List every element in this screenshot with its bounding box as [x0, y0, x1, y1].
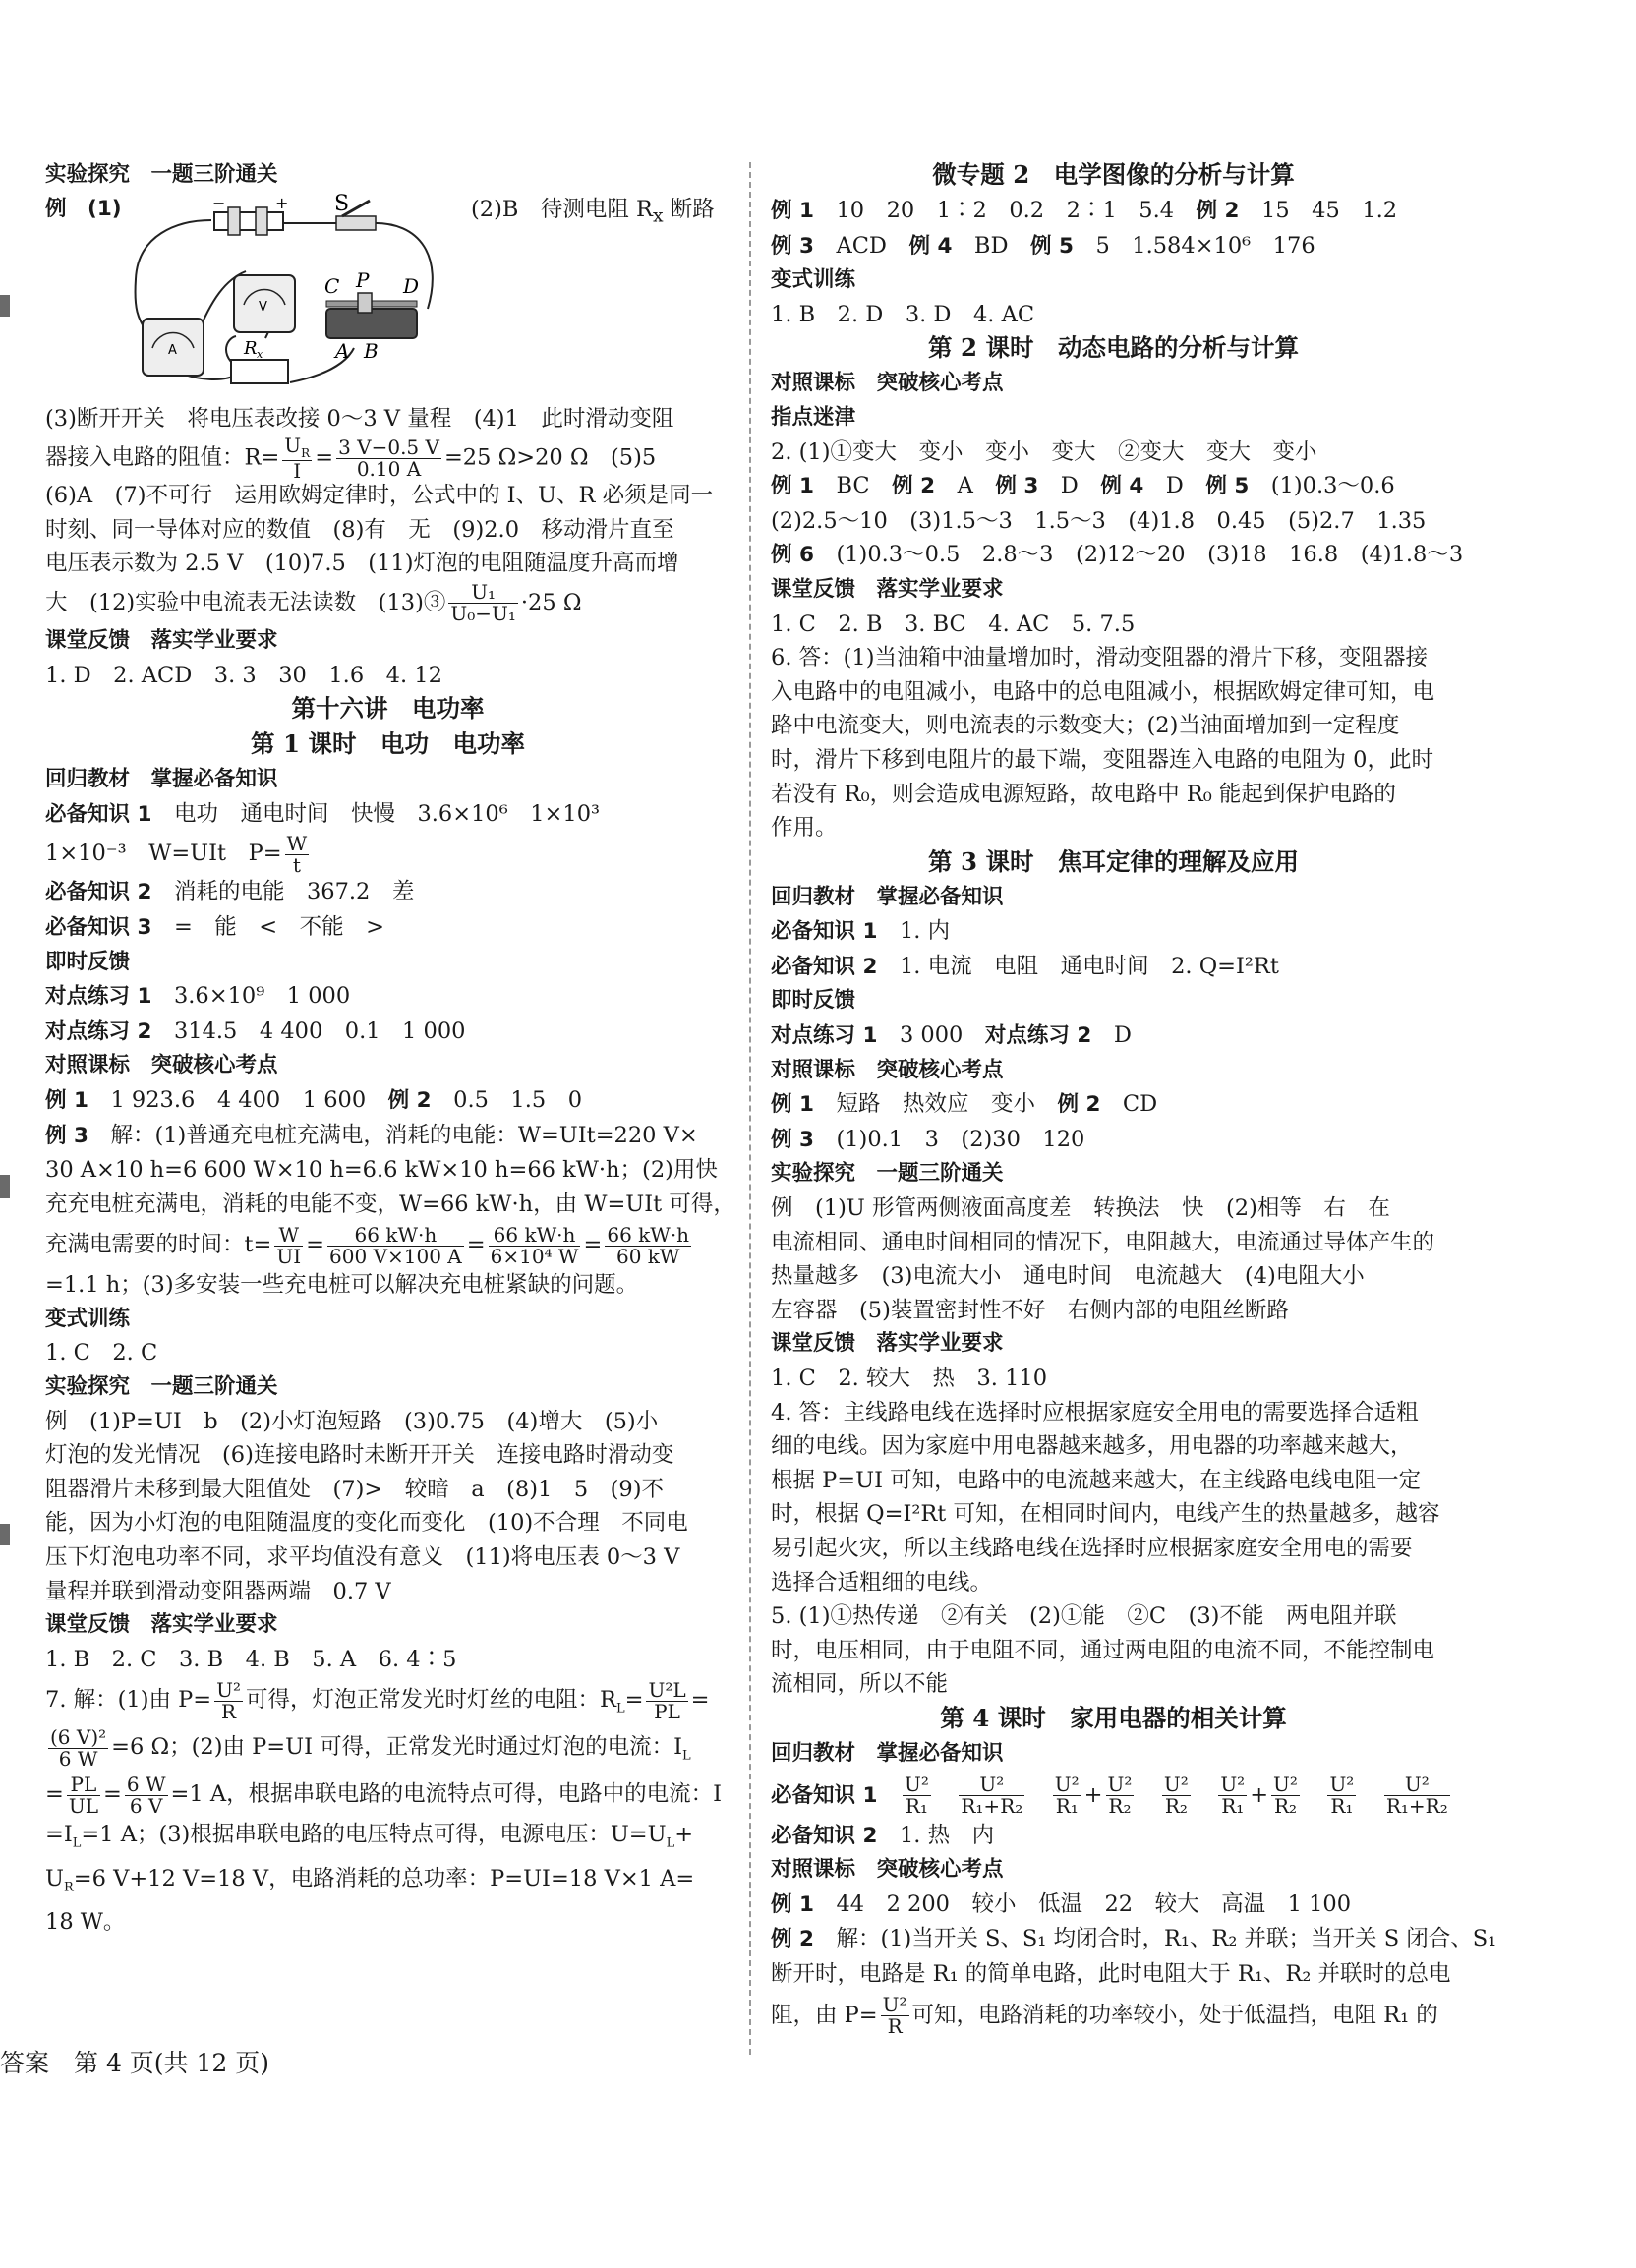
text-line: =1.1 h；(3)多安装一些充电桩可以解决充电桩紧缺的问题。: [45, 1272, 639, 1299]
text-line: 根据 P=UI 可知，电路中的电流越来越大，在主线路电线电阻一定: [771, 1467, 1422, 1493]
text-line: 左容器 (5)装置密封性不好 右侧内部的电阻丝断路: [771, 1297, 1289, 1323]
text-line: $U_R=6$ V+12 V=18 V，电路消耗的总功率：P=UI=18 V×1 A=: [45, 1865, 695, 1894]
formula-line: 7. 解：(1)由 P= $\frac{\text{U²}}{R}$ 可得，灯泡正常发光时灯丝的电阻：$R_L=$ $\frac{\text{U²L}}{PL}$ =: [45, 1677, 710, 1723]
knowledge-line: 必备知识 2 1. 热 内: [771, 1822, 995, 1848]
svg-text:D: D: [403, 273, 420, 298]
answer-line: 1. C 2. C: [45, 1340, 158, 1367]
text-line: 时，滑片下移到电阻片的最下端，变阻器连入电路的电阻为 0，此时: [771, 746, 1433, 773]
formula-line: = $\frac{PL}{UL}$ = $\frac{6 W}{6 V}$ =1 A，根据串联电路的电流特点可得，电路中的电流：I: [45, 1772, 722, 1818]
binding-edge-mark: [0, 1175, 10, 1198]
text-line: (2)2.5～10 (3)1.5～3 1.5～3 (4)1.8 0.45 (5)2.7 1.35: [771, 507, 1427, 534]
text-line: 灯泡的发光情况 (6)连接电路时未断开开关 连接电路时滑动变: [45, 1442, 674, 1469]
knowledge-line: 必备知识 1 电功 通电时间 快慢 3.6×10⁶ 1×10³: [45, 800, 601, 827]
svg-text:A: A: [335, 338, 350, 363]
section-heading: 课堂反馈 落实学业要求: [771, 1331, 1004, 1357]
example-line: 例 2 解：(1)当开关 S、S₁ 均闭合时，R₁、R₂ 并联；当开关 S 闭合、S₁: [771, 1926, 1497, 1952]
example-line: 例 1 44 2 200 较小 低温 22 较大 高温 1 100: [771, 1890, 1352, 1917]
section-heading: 回归教材 掌握必备知识: [771, 1740, 1004, 1766]
lesson-title: 第 1 课时 电功 电功率: [250, 729, 526, 759]
formula-line: 充满电需要的时间：t= $\frac{W}{UI}$ = $\frac{66 kW\cdot h}{600 V\times 100 A}$ = $\frac{66 kW\cdot h}{\text{6×10⁴ W}}$ = $\frac{66 kW\cdot h}{60 kW}$: [45, 1222, 690, 1268]
svg-text:R: R: [244, 337, 258, 359]
text-line: 电流相同、通电时间相同的情况下，电阻越大，电流通过导体产生的: [771, 1229, 1435, 1255]
svg-text:A: A: [168, 342, 177, 358]
text-line: 4. 答：主线路电线在选择时应根据家庭安全用电的需要选择合适粗: [771, 1399, 1419, 1425]
svg-text:B: B: [364, 338, 379, 363]
svg-text:P: P: [356, 267, 370, 292]
text-line: 6. 答：(1)当油箱中油量增加时，滑动变阻器的滑片下移，变阻器接: [771, 645, 1428, 671]
formula-line: 器接入电路的阻值：R= $\frac{U_R}{I}$ = $\frac{3 V-0.5 V}{0.10 A}$ =25 Ω>20 Ω (5)5: [45, 434, 657, 483]
section-heading: 课堂反馈 落实学业要求: [45, 627, 278, 653]
lesson-title: 第 4 课时 家用电器的相关计算: [940, 1703, 1287, 1732]
practice-line: 对点练习 2 314.5 4 400 0.1 1 000: [45, 1018, 466, 1044]
text-line: 2. (1)①变大 变小 变小 变大 ②变大 变大 变小: [771, 438, 1317, 465]
text-line: 电压表示数为 2.5 V (10)7.5 (11)灯泡的电阻随温度升高而增: [45, 551, 679, 577]
answer-line: 1. C 2. B 3. BC 4. AC 5. 7.5: [771, 611, 1136, 637]
text-line: 入电路中的电阻减小，电路中的总电阻减小，根据欧姆定律可知，电: [771, 678, 1435, 705]
text-line: 作用。: [771, 815, 838, 842]
page-footer: 答案 第 4 页(共 12 页): [0, 2049, 270, 2077]
knowledge-line: 必备知识 2 消耗的电能 367.2 差: [45, 879, 415, 905]
binding-edge-mark: [0, 295, 10, 317]
answer-text: (2)B 待测电阻 $R_x$ 断路: [471, 196, 715, 227]
circuit-diagram: [118, 191, 472, 402]
formula-line: 阻，由 P= $\frac{\text{U²}}{R}$ 可知，电路消耗的功率较小，处于低温挡，电阻 R₁ 的: [771, 1993, 1438, 2038]
resistor-icon: [231, 360, 288, 383]
text-line: 断开时，电路是 R₁ 的简单电路，此时电阻大于 R₁、R₂ 并联时的总电: [771, 1960, 1451, 1987]
formula-line: 必备知识 1 $\frac{\text{U²}}{\text{R₁}}$ $\frac{\text{U²}}{\text{R₁+R₂}}$ $\frac{\text{U²}}{\text{R₁}}$ + $\frac{\text{U²}}{\text{R₂}}$ $\frac{\text{U²}}{\text{R₂}}$ $\frac{\text{U²}}{\text{R₁}}$ + $\frac{\text{U²}}{\text{R₂}}$ $\frac{\text{U²}}{\text{R₁}}$ $\frac{\text{U²}}{\text{R₁+R₂}}$: [771, 1773, 1448, 1819]
svg-text:x: x: [257, 347, 263, 361]
text-line: 热量越多 (3)电流大小 通电时间 电流越大 (4)电阻大小: [771, 1263, 1365, 1290]
example-line: 例 1 10 20 1∶2 0.2 2∶1 5.4 例 2 15 45 1.2: [771, 198, 1398, 223]
section-heading: 课堂反馈 落实学业要求: [45, 1612, 278, 1638]
text-line: 易引起火灾，所以主线路电线在选择时应根据家庭安全用电的需要: [771, 1535, 1413, 1561]
section-heading: 即时反馈: [45, 949, 131, 974]
formula-line: $\frac{\text{(6 V)²}}{6 W}$ =6 Ω；(2)由 P=UI 可得，正常发光时通过灯泡的电流：$I_L$: [50, 1724, 691, 1771]
text-line: 30 A×10 h=6 600 W×10 h=6.6 kW×10 h=66 kW·h；(2)用快: [45, 1157, 718, 1184]
text-line: 流相同，所以不能: [771, 1671, 949, 1698]
right-column: [771, 158, 1497, 2039]
section-heading: 变式训练: [45, 1306, 131, 1331]
answer-line: 1. C 2. 较大 热 3. 110: [771, 1366, 1048, 1391]
section-heading: 对照课标 突破核心考点: [45, 1053, 278, 1078]
text-line: (6)A (7)不可行 运用欧姆定律时，公式中的 I、U、R 必须是同一: [45, 483, 714, 509]
text-line: 18 W。: [45, 1908, 126, 1935]
section-heading: 回归教材 掌握必备知识: [771, 884, 1004, 909]
svg-text:C: C: [324, 273, 340, 298]
svg-text:V: V: [259, 299, 267, 315]
text-line: 量程并联到滑动变阻器两端 0.7 V: [45, 1578, 391, 1604]
text-line: 时刻、同一导体对应的数值 (8)有 无 (9)2.0 移动滑片直至: [45, 516, 674, 543]
column-divider: [749, 162, 751, 2055]
example-label: 例 (1): [45, 196, 122, 221]
text-line: 若没有 R₀，则会造成电源短路，故电路中 R₀ 能起到保护电路的: [771, 781, 1396, 807]
text-line: (3)断开开关 将电压表改接 0～3 V 量程 (4)1 此时滑动变阻: [45, 405, 674, 432]
answer-line: 1. D 2. ACD 3. 3 30 1.6 4. 12: [45, 662, 442, 688]
formula-line: 1×10⁻³ W=UIt P= $\frac{W}{t}$: [45, 831, 308, 877]
battery-icon: [214, 212, 283, 230]
svg-text:S: S: [334, 191, 350, 216]
text-line: 时，电压相同，由于电阻不同，通过两电阻的电流不同，不能控制电: [771, 1637, 1435, 1663]
section-heading: 回归教材 掌握必备知识: [45, 767, 278, 792]
text-line: 5. (1)①热传递 ②有关 (2)①能 ②C (3)不能 两电阻并联: [771, 1603, 1397, 1630]
knowledge-line: 必备知识 1 1. 内: [771, 918, 951, 945]
text-line: $=I_L=1$ A；(3)根据串联电路的电压特点可得，电源电压：$U=U_L+$: [45, 1822, 694, 1851]
circuit-example: [45, 193, 730, 402]
section-heading: 对照课标 突破核心考点: [771, 1057, 1004, 1082]
text-line: 能，因为小灯泡的电阻随温度的变化而变化 (10)不合理 不同电: [45, 1510, 688, 1537]
example-line: 例 6 (1)0.3～0.5 2.8～3 (2)12～20 (3)18 16.8 (4)1.8～3: [771, 542, 1464, 568]
lecture-title: 第十六讲 电功率: [291, 694, 485, 724]
section-heading: 实验探究 一题三阶通关: [771, 1161, 1004, 1187]
topic-title: 微专题 2 电学图像的分析与计算: [932, 160, 1295, 189]
section-heading: 变式训练: [771, 267, 856, 293]
knowledge-line: 必备知识 2 1. 电流 电阻 通电时间 2. Q=I²Rt: [771, 953, 1279, 979]
section-heading: 课堂反馈 落实学业要求: [771, 576, 1004, 602]
example-line: 例 1 BC 例 2 A 例 3 D 例 4 D 例 5 (1)0.3～0.6: [771, 473, 1395, 499]
knowledge-line: 必备知识 3 = 能 < 不能 >: [45, 913, 385, 940]
answer-line: 1. B 2. C 3. B 4. B 5. A 6. 4∶5: [45, 1646, 457, 1672]
example-line: 例 3 (1)0.1 3 (2)30 120: [771, 1126, 1085, 1152]
section-heading: 指点迷津: [771, 404, 856, 430]
lesson-title: 第 3 课时 焦耳定律的理解及应用: [927, 846, 1300, 876]
example-line: 例 3 解：(1)普通充电桩充满电，消耗的电能：W=UIt=220 V×: [45, 1122, 698, 1148]
text-line: 路中电流变大，则电流表的示数变大；(2)当油面增加到一定程度: [771, 713, 1400, 739]
text-line: 例 (1)P=UI b (2)小灯泡短路 (3)0.75 (4)增大 (5)小: [45, 1408, 659, 1434]
text-line: 充充电桩充满电，消耗的电能不变，W=66 kW·h，由 W=UIt 可得，: [45, 1191, 735, 1217]
text-line: 阻器滑片未移到最大阻值处 (7)> 较暗 a (8)1 5 (9)不: [45, 1476, 665, 1502]
section-heading: 即时反馈: [771, 988, 856, 1014]
section-heading: 实验探究 一题三阶通关: [45, 1374, 278, 1400]
svg-text:+: +: [275, 193, 289, 212]
example-line: 例 1 1 923.6 4 400 1 600 例 2 0.5 1.5 0: [45, 1086, 583, 1113]
lesson-title: 第 2 课时 动态电路的分析与计算: [927, 333, 1300, 363]
formula-line: 大 (12)实验中电流表无法读数 (13)③ $\frac{\text{U₁}}{\text{U₀−U₁}}$ ·25 Ω: [45, 580, 582, 626]
practice-line: 对点练习 1 3.6×10⁹ 1 000: [45, 983, 351, 1010]
section-heading: 对照课标 突破核心考点: [771, 371, 1004, 396]
section-heading: 对照课标 突破核心考点: [771, 1857, 1004, 1883]
text-line: 选择合适粗细的电线。: [771, 1569, 993, 1596]
example-line: 例 1 短路 热效应 变小 例 2 CD: [771, 1091, 1158, 1118]
text-line: 细的电线。因为家庭中用电器越来越多，用电器的功率越来越大，: [771, 1433, 1413, 1460]
practice-line: 对点练习 1 3 000 对点练习 2 D: [771, 1022, 1132, 1049]
text-line: 时，根据 Q=I²Rt 可知，在相同时间内，电线产生的热量越多，越容: [771, 1501, 1440, 1528]
rheostat-icon: [326, 293, 417, 338]
left-column: [45, 158, 735, 1939]
section-heading: 实验探究 一题三阶通关: [45, 162, 278, 187]
text-line: 例 (1)U 形管两侧液面高度差 转换法 快 (2)相等 右 在: [771, 1195, 1390, 1222]
ammeter-icon: [143, 319, 204, 376]
svg-text:−: −: [212, 193, 226, 212]
voltmeter-icon: [234, 275, 295, 332]
answer-line: 1. B 2. D 3. D 4. AC: [771, 301, 1035, 327]
binding-edge-mark: [0, 1524, 10, 1545]
example-line: 例 3 ACD 例 4 BD 例 5 5 1.584×10⁶ 176: [771, 232, 1315, 259]
text-line: 压下灯泡电功率不同，求平均值没有意义 (11)将电压表 0～3 V: [45, 1544, 680, 1571]
